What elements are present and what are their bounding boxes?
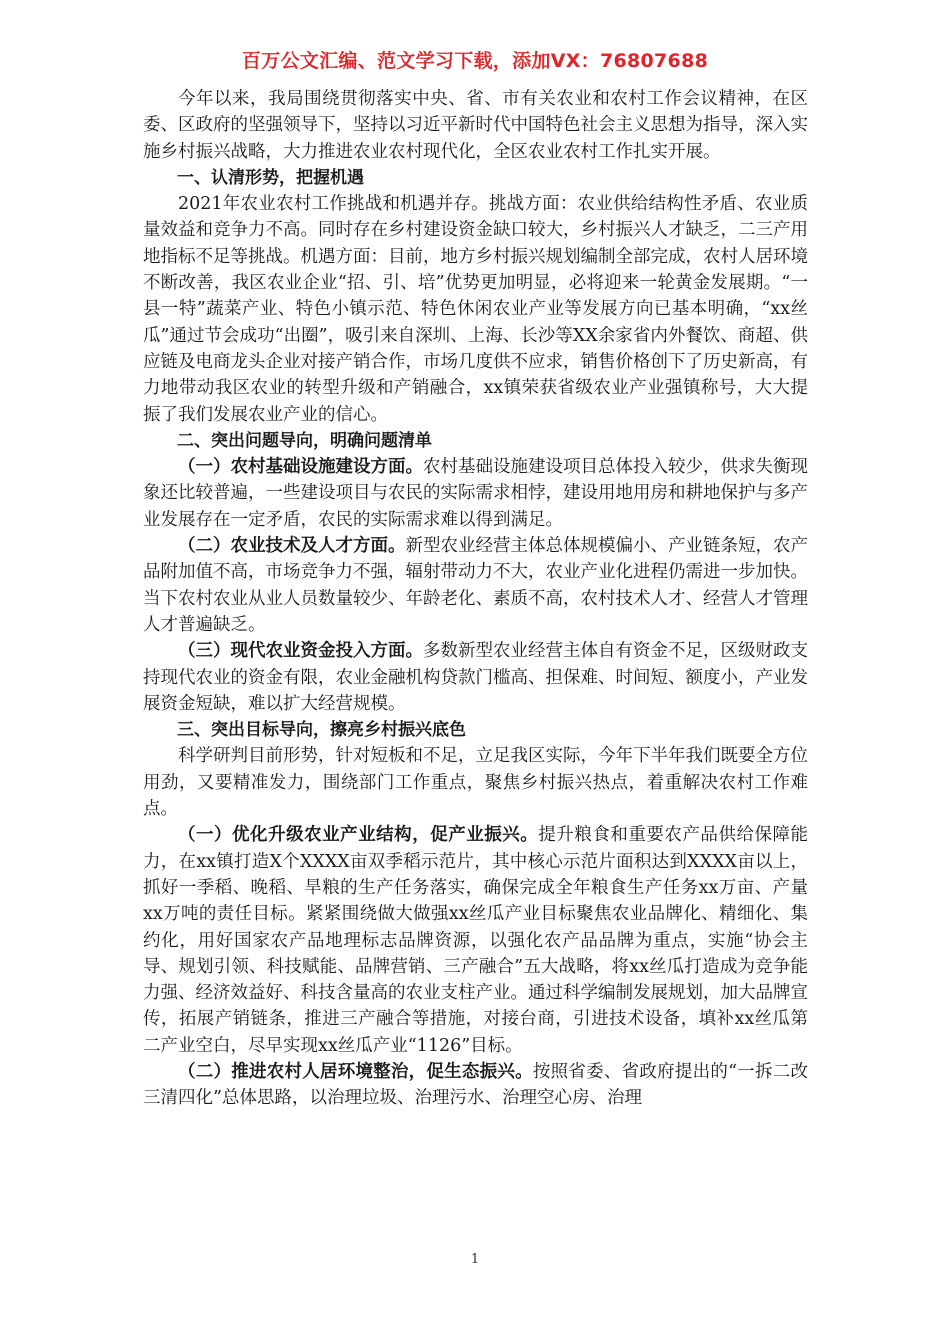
- body-talent: 新型农业经营主体总体规模偏小、产业链条短，农产品附加值不高，市场竞争力不强，辐射带动力不大，农业产业化进程仍需进一步加快。当下农村农业从业人员数量较少、年龄老化、素质不高，农村技术人才、经营人才管理人才普遍缺乏。: [143, 536, 808, 635]
- paragraph-infrastructure: [143, 454, 808, 533]
- section-heading-3: 三、突出目标导向，擦亮乡村振兴底色: [177, 720, 466, 741]
- document-body: [143, 86, 808, 1112]
- subheading-infrastructure: （一）农村基础设施建设方面。: [178, 457, 423, 478]
- subheading-industry: （一）优化升级农业产业结构，促产业振兴。: [178, 825, 539, 846]
- subheading-talent: （二）农业技术及人才方面。: [178, 536, 406, 557]
- body-infrastructure: 农村基础设施建设项目总体投入较少，供求失衡现象还比较普遍，一些建设项目与农民的实际需求相悖，建设用地用房和耕地保护与多产业发展存在一定矛盾，农民的实际需求难以得到满足。: [143, 457, 808, 530]
- paragraph-goals: 科学研判目前形势，针对短板和不足，立足我区实际，今年下半年我们既要全方位用劲，又要精准发力，围绕部门工作重点，聚焦乡村振兴热点，着重解决农村工作难点。: [143, 746, 808, 820]
- subheading-environment: （二）推进农村人居环境整治，促生态振兴。: [178, 1061, 533, 1082]
- body-funding: 多数新型农业经营主体自有资金不足，区级财政支持现代农业的资金有限，农业金融机构贷款门槛高、担保难、时间短、额度小，产业发展资金短缺，难以扩大经营规模。: [143, 641, 808, 714]
- intro-paragraph: 今年以来，我局围绕贯彻落实中央、省、市有关农业和农村工作会议精神，在区委、区政府的坚强领导下，坚持以习近平新时代中国特色社会主义思想为指导，深入实施乡村振兴战略，大力推进农业农村现代化，全区农业农村工作扎实开展。: [143, 89, 808, 162]
- paragraph-talent: [143, 533, 808, 638]
- body-industry: 提升粮食和重要农产品供给保障能力，在xx镇打造X个XXXX亩双季稻示范片，其中核心示范片面积达到XXXX亩以上，抓好一季稻、晚稻、旱粮的生产任务落实，确保完成全年粮食生产任务xx万亩、产量xx万吨的责任目标。紧紧围绕做大做强xx丝瓜产业目标聚焦农业品牌化、精细化、集约化，用好国家农产品地理标志品牌资源，以强化农产品品牌为重点，实施“协会主导、规划引领、科技赋能、品牌营销、三产融合”五大战略，将xx丝瓜打造成为竞争能力强、经济效益好、科技含量高的农业支柱产业。通过科学编制发展规划，加大品牌宣传，拓展产销链条，推进三产融合等措施，对接台商，引进技术设备，填补xx丝瓜第二产业空白，尽早实现xx丝瓜产业“1126”目标。: [143, 825, 809, 1056]
- paragraph-opportunities: 2021年农业农村工作挑战和机遇并存。挑战方面：农业供给结构性矛盾、农业质量效益和竞争力不高。同时存在乡村建设资金缺口较大，乡村振兴人才缺乏，二三产用地指标不足等挑战。机遇方面：目前，地方乡村振兴规划编制全部完成，农村人居环境不断改善，我区农业企业“招、引、培”优势更加明显，必将迎来一轮黄金发展期。“一县一特”蔬菜产业、特色小镇示范、特色休闲农业产业等发展方向已基本明确，“xx丝瓜”通过节会成功“出圈”，吸引来自深圳、上海、长沙等XX余家省内外餐饮、商超、供应链及电商龙头企业对接产销合作，市场几度供不应求，销售价格创下了历史新高，有力地带动我区农业的转型升级和产销融合，xx镇荣获省级农业产业强镇称号，大大提振了我们发展农业产业的信心。: [143, 194, 808, 425]
- subheading-funding: （三）现代农业资金投入方面。: [178, 641, 423, 662]
- paragraph-funding: [143, 638, 808, 717]
- watermark-banner: 百万公文汇编、范文学习下载，添加VX：76807688: [241, 50, 709, 72]
- paragraph-industry: [143, 822, 808, 1059]
- page-number: 1: [470, 1252, 480, 1267]
- paragraph-environment: [143, 1059, 808, 1112]
- body-environment: 按照省委、省政府提出的“一拆二改三清四化”总体思路，以治理垃圾、治理污水、治理空心房、治理: [143, 1061, 808, 1109]
- section-heading-1: 一、认清形势，把握机遇: [177, 167, 364, 188]
- section-heading-2: 二、突出问题导向，明确问题清单: [177, 430, 432, 451]
